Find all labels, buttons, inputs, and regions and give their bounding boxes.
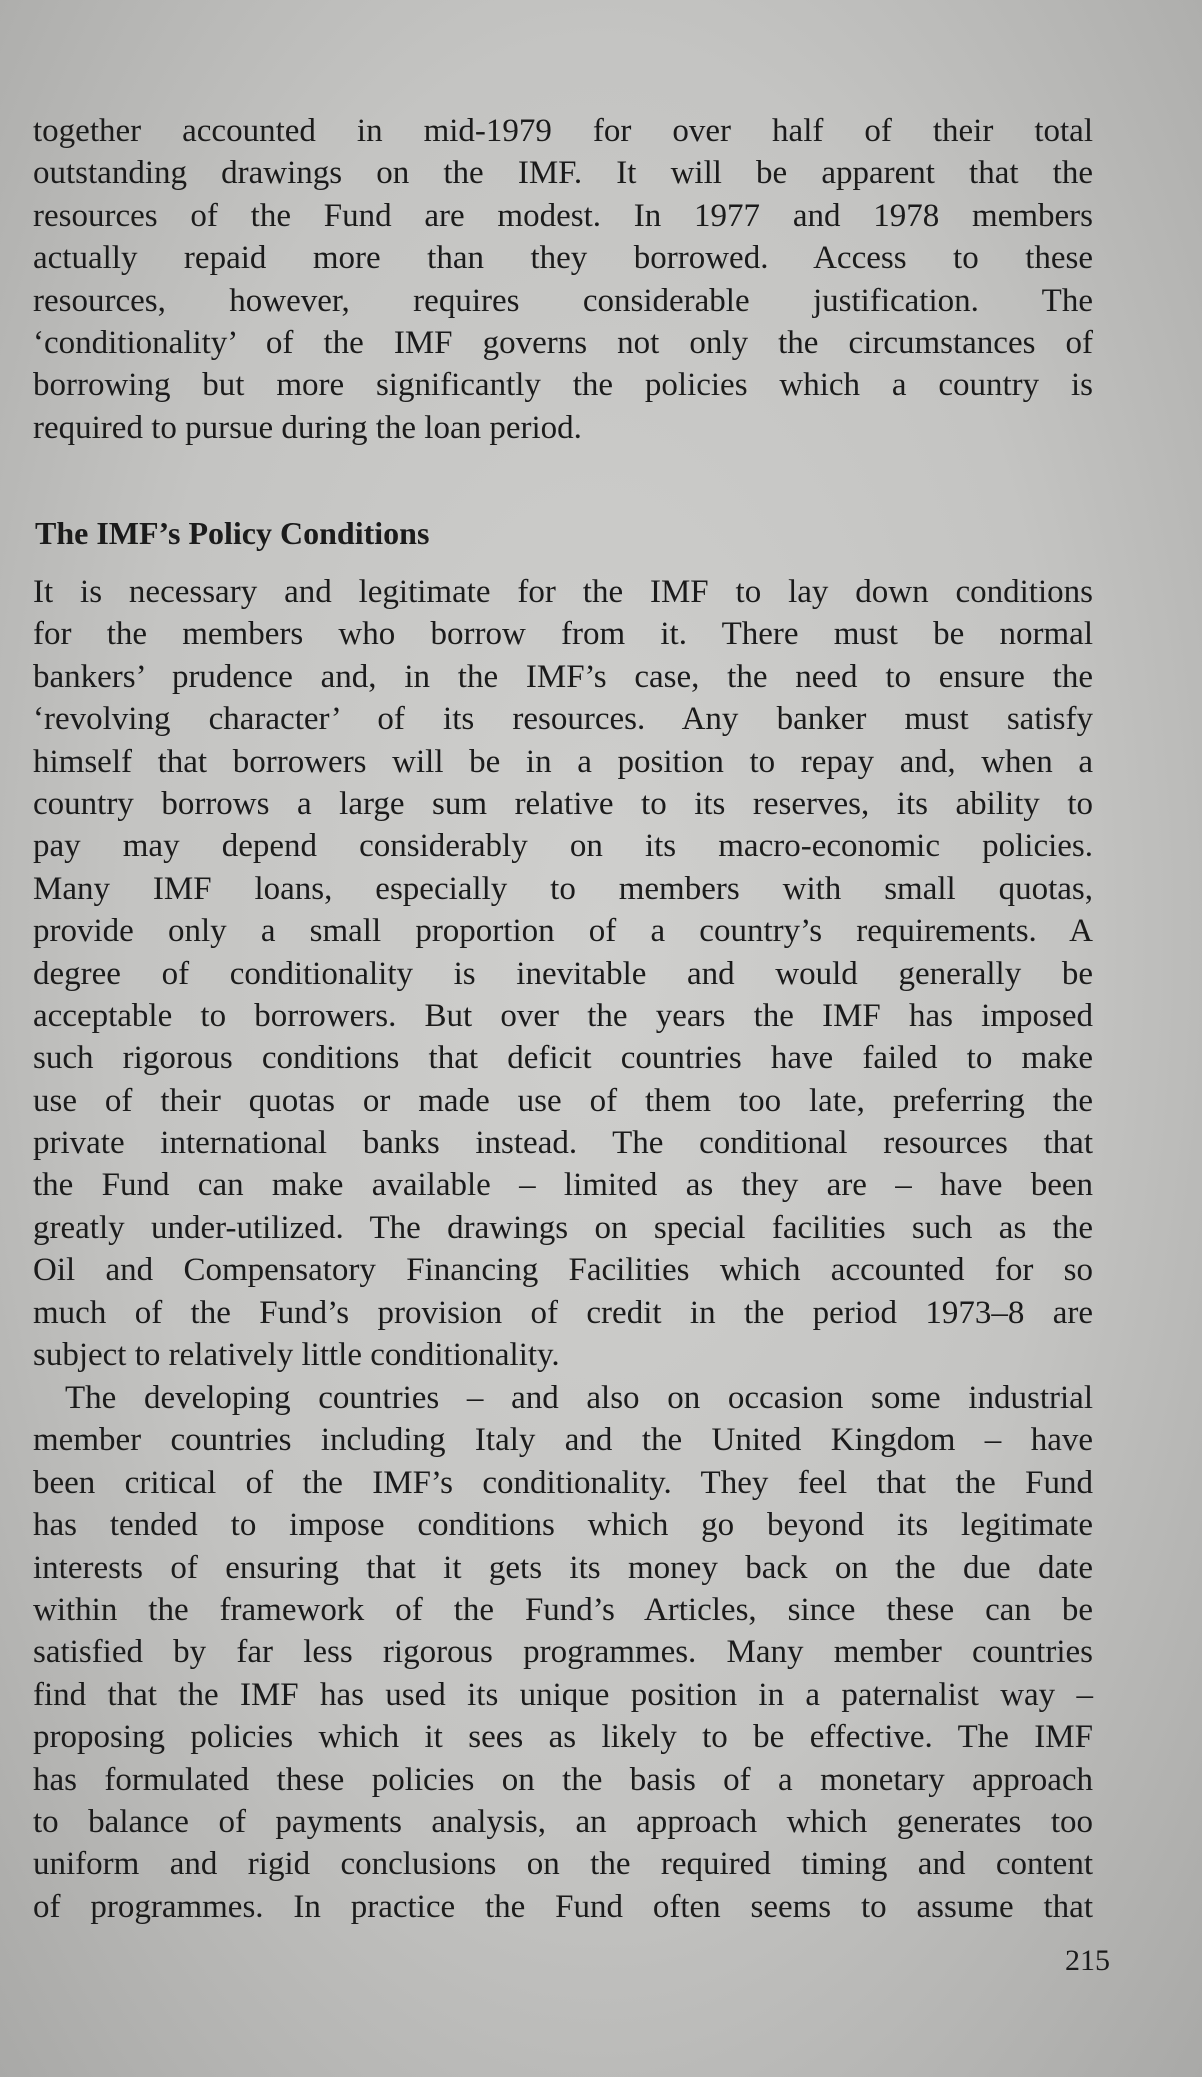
text-line: has tended to impose conditions which go beyond its legitimate: [33, 1507, 1093, 1544]
text-line: such rigorous conditions that deficit countries have failed to make: [33, 1040, 1093, 1077]
text-line: It is necessary and legitimate for the IMF to lay down conditions: [33, 574, 1093, 610]
text-line: interests of ensuring that it gets its money back on the due date: [33, 1549, 1093, 1586]
text-line: within the framework of the Fund’s Articles, since these can be: [33, 1591, 1093, 1628]
text-line: required to pursue during the loan period.: [33, 409, 582, 446]
text-line: pay may depend considerably on its macro-economic policies.: [33, 828, 1093, 865]
text-line: use of their quotas or made use of them too late, preferring the: [33, 1082, 1093, 1119]
text-line: bankers’ prudence and, in the IMF’s case, the need to ensure the: [33, 658, 1093, 695]
text-line: subject to relatively little conditionality.: [33, 1337, 560, 1374]
text-line: has formulated these policies on the basis of a monetary approach: [33, 1761, 1093, 1798]
text-line: been critical of the IMF’s conditionality. They feel that the Fund: [33, 1464, 1093, 1501]
text-line: proposing policies which it sees as likely to be effective. The IMF: [33, 1719, 1093, 1756]
text-line: degree of conditionality is inevitable and would generally be: [33, 955, 1093, 992]
text-line: resources, however, requires considerable justification. The: [33, 282, 1093, 319]
text-line: country borrows a large sum relative to its reserves, its ability to: [33, 785, 1093, 822]
text-line: Oil and Compensatory Financing Facilities which accounted for so: [33, 1252, 1093, 1289]
text-line: the Fund can make available – limited as they are – have been: [33, 1167, 1093, 1204]
text-line: greatly under-utilized. The drawings on special facilities such as the: [33, 1209, 1093, 1246]
section-heading: The IMF’s Policy Conditions: [35, 515, 430, 551]
text-line: actually repaid more than they borrowed. Access to these: [33, 240, 1093, 277]
text-line: outstanding drawings on the IMF. It will be apparent that the: [33, 155, 1093, 192]
text-line: much of the Fund’s provision of credit in the period 1973–8 are: [33, 1294, 1093, 1331]
paragraph-2: [33, 571, 1093, 1376]
page-number: 215: [1065, 1944, 1110, 1977]
text-line: ‘revolving character’ of its resources. Any banker must satisfy: [33, 701, 1093, 738]
text-line: resources of the Fund are modest. In 1977 and 1978 members: [33, 197, 1093, 234]
text-line: The developing countries – and also on occasion some industrial: [65, 1380, 1093, 1416]
text-line: to balance of payments analysis, an approach which generates too: [33, 1803, 1093, 1840]
text-line: for the members who borrow from it. There must be normal: [33, 616, 1093, 653]
text-line: borrowing but more significantly the policies which a country is: [33, 367, 1093, 404]
text-line: find that the IMF has used its unique position in a paternalist way –: [33, 1676, 1093, 1713]
text-line: private international banks instead. The conditional resources that: [33, 1125, 1093, 1162]
text-line: satisfied by far less rigorous programmes. Many member countries: [33, 1634, 1093, 1671]
text-line: acceptable to borrowers. But over the years the IMF has imposed: [33, 997, 1093, 1034]
text-line: uniform and rigid conclusions on the required timing and content: [33, 1846, 1093, 1883]
text-line: ‘conditionality’ of the IMF governs not only the circumstances of: [33, 324, 1093, 361]
text-line: of programmes. In practice the Fund often seems to assume that: [33, 1888, 1093, 1925]
text-line: himself that borrowers will be in a position to repay and, when a: [33, 743, 1093, 780]
paragraph-3: [33, 1377, 1093, 1928]
paragraph-1: [33, 110, 1093, 449]
text-line: together accounted in mid-1979 for over half of their total: [33, 113, 1093, 149]
text-line: Many IMF loans, especially to members with small quotas,: [33, 870, 1093, 907]
text-line: provide only a small proportion of a country’s requirements. A: [33, 913, 1093, 950]
text-line: member countries including Italy and the United Kingdom – have: [33, 1422, 1093, 1459]
